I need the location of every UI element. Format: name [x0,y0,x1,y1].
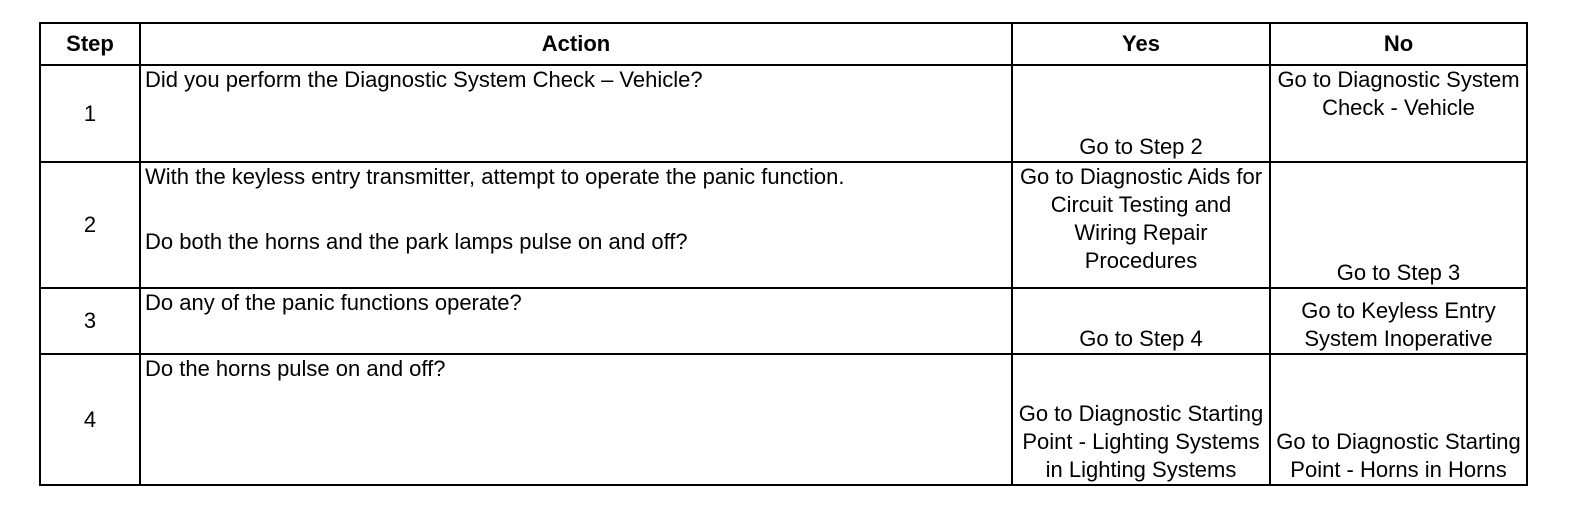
header-action: Action [140,23,1012,65]
yes-result: Go to Diagnostic Aids for Circuit Testing and Wiring Repair Procedures [1012,162,1270,288]
table-row [40,288,1527,354]
yes-result: Go to Step 4 [1012,288,1270,354]
no-result: Go to Diagnostic Starting Point - Horns in Horns [1270,354,1527,485]
no-result: Go to Diagnostic System Check - Vehicle [1270,65,1527,162]
header-step: Step [40,23,140,65]
step-number: 2 [40,162,140,288]
action-cell [140,162,1012,288]
yes-result: Go to Step 2 [1012,65,1270,162]
action-text: Do any of the panic functions operate? [145,290,522,315]
step-number: 1 [40,65,140,162]
step-number: 4 [40,354,140,485]
header-yes: Yes [1012,23,1270,65]
no-result: Go to Keyless Entry System Inoperative [1270,288,1527,354]
action-text: Do the horns pulse on and off? [145,356,446,381]
yes-result: Go to Diagnostic Starting Point - Lighting Systems in Lighting Systems [1012,354,1270,485]
header-row [40,23,1527,65]
table-row [40,162,1527,288]
action-text: With the keyless entry transmitter, attempt to operate the panic function. [145,164,845,189]
action-cell [140,288,1012,354]
diagnostic-table [39,22,1528,486]
table-row [40,65,1527,162]
step-number: 3 [40,288,140,354]
action-cell [140,354,1012,485]
header-no: No [1270,23,1527,65]
action-text: Did you perform the Diagnostic System Check – Vehicle? [145,67,703,92]
table-row [40,354,1527,485]
action-cell [140,65,1012,162]
no-result: Go to Step 3 [1270,162,1527,288]
action-question: Do both the horns and the park lamps pulse on and off? [145,229,688,254]
